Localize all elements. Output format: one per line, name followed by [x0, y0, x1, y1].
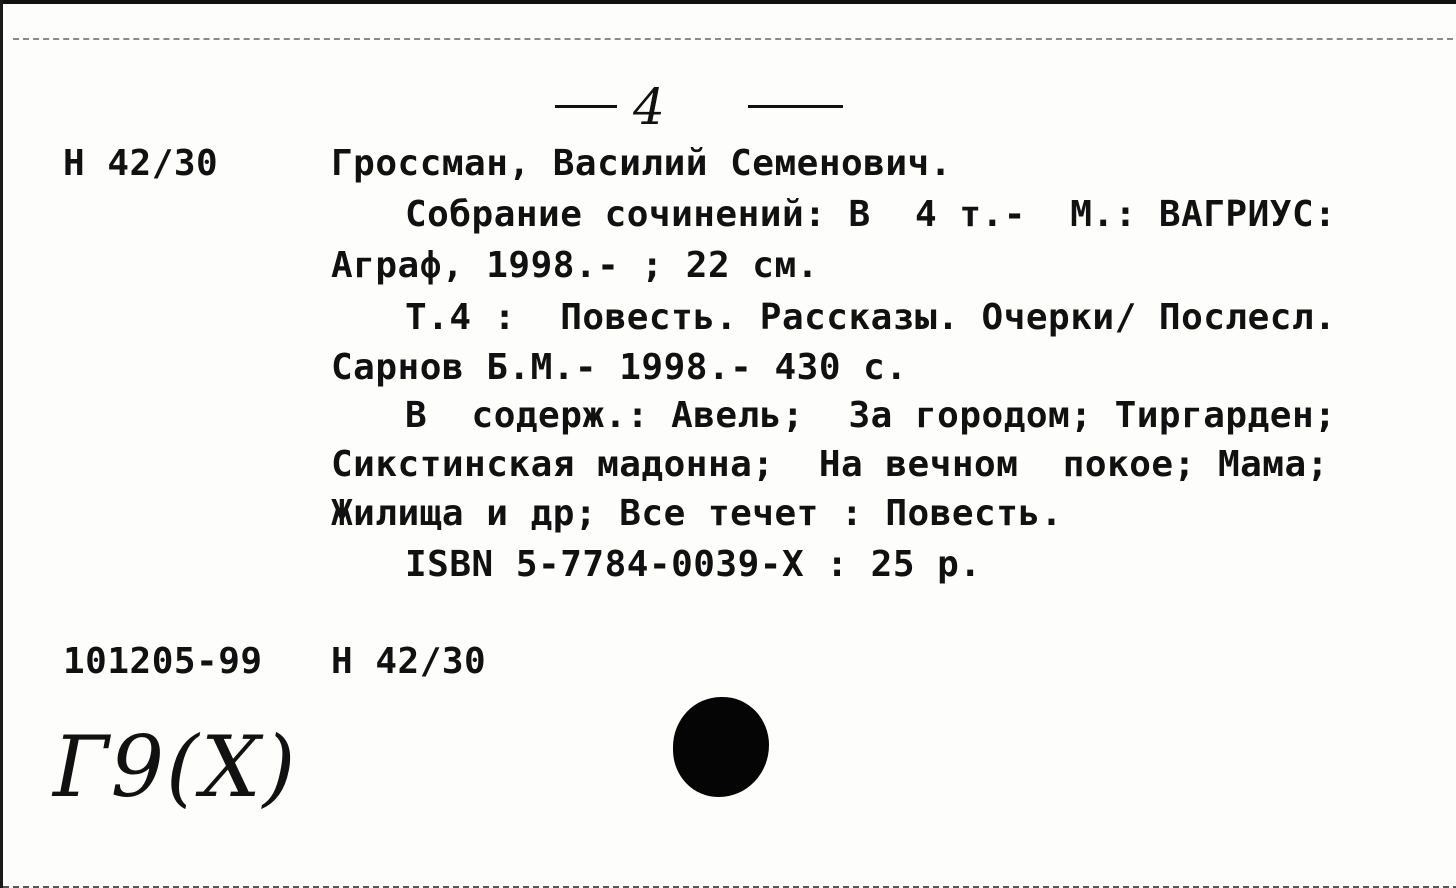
- title-line-1: Собрание сочинений: В 4 т.- М.: ВАГРИУС:: [405, 194, 1337, 235]
- punch-hole: [673, 697, 769, 797]
- bottom-border: [3, 884, 1456, 888]
- top-border: [3, 0, 1456, 4]
- volume-mark-dash-left: [555, 105, 617, 108]
- volume-line-2: Сарнов Б.М.- 1998.- 430 с.: [331, 347, 908, 388]
- contents-line-2: Сикстинская мадонна; На вечном покое; Мама;: [331, 444, 1329, 485]
- author-heading: Гроссман, Василий Семенович.: [331, 143, 952, 184]
- inventory-shelf-code: Н 42/30: [331, 641, 487, 682]
- volume-mark-dash-right: [748, 105, 843, 108]
- dashed-rule: [13, 38, 1453, 40]
- title-line-2: Аграф, 1998.- ; 22 см.: [331, 245, 819, 286]
- inventory-number: 101205-99: [63, 641, 263, 682]
- volume-mark: 4: [633, 78, 665, 136]
- volume-line-1: Т.4 : Повесть. Рассказы. Очерки/ Послесл.: [405, 297, 1337, 338]
- contents-line-1: В содерж.: Авель; За городом; Тиргарден;: [405, 395, 1337, 436]
- handwritten-note: Г9(Х): [53, 718, 298, 816]
- shelf-code: Н 42/30: [63, 143, 219, 184]
- contents-line-3: Жилища и др; Все течет : Повесть.: [331, 493, 1063, 534]
- isbn-line: ISBN 5-7784-0039-X : 25 р.: [405, 544, 982, 585]
